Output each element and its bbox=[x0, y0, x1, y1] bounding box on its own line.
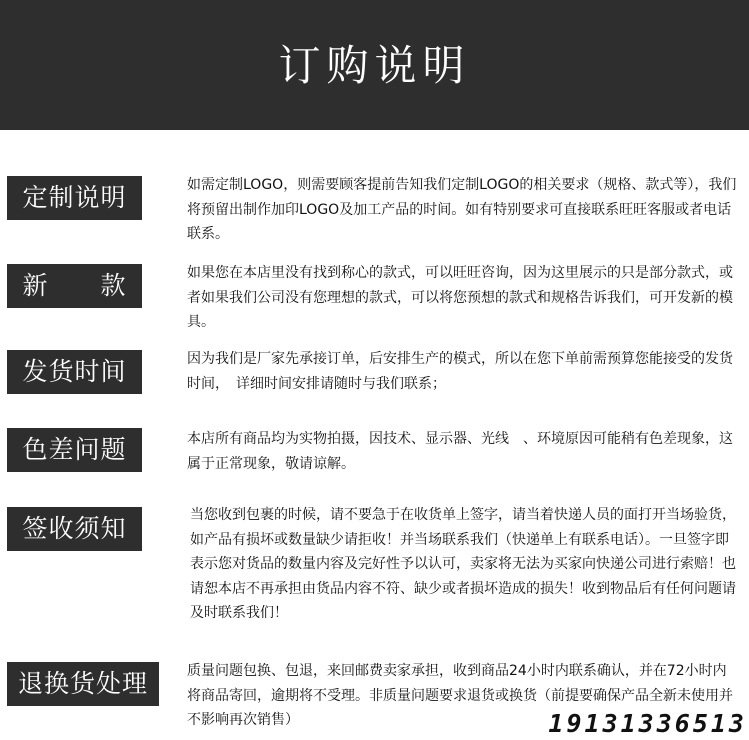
section-label: 签收须知 bbox=[7, 507, 142, 551]
section-text: 如果您在本店里没有找到称心的款式，可以旺旺咨询，因为这里展示的只是部分款式，或者如果我们公司没有您理想的款式，可以将您预想的款式和规格告诉我们，可开发新的模具。 bbox=[187, 265, 733, 330]
section-label: 退换货处理 bbox=[7, 662, 159, 706]
phone-watermark: 19131336513 bbox=[548, 709, 747, 738]
section-label: 发货时间 bbox=[7, 350, 142, 394]
section-text: 如需定制LOGO，则需要顾客提前告知我们定制LOGO的相关要求（规格、款式等），我们将预留出制作加印LOGO及加工产品的时间。如有特别要求可直接联系旺旺客服或者电话联系。 bbox=[187, 177, 737, 242]
section-text: 质量问题包换、包退，来回邮费卖家承担，收到商品24小时内联系确认，并在72小时内将商品寄回，逾期将不受理。非质量问题要求退货或换货（前提要确保产品全新未使用并不影响再次销售） bbox=[187, 663, 733, 728]
section-text: 当您收到包裹的时候，请不要急于在收货单上签字，请当着快递人员的面打开当场验货，如产品有损坏或数量缺少请拒收！并当场联系我们（快递单上有联系电话）。一旦签字即表示您对货品的数量内容及完好性予以认可，卖家将无法为买家向快递公司进行索赔！也请恕本店不再承担由货品内容不符、缺少或者损坏造成的损失！收到物品后有任何问题请及时联系我们！ bbox=[190, 507, 736, 621]
section-label: 新 款 bbox=[7, 264, 142, 308]
section-text: 本店所有商品均为实物拍摄，因技术、显示器、光线 、环境原因可能稍有色差现象，这属于正常现象，敬请谅解。 bbox=[187, 431, 733, 472]
section-text: 因为我们是厂家先承接订单，后安排生产的模式，所以在您下单前需预算您能接受的发货时间， 详细时间安排请随时与我们联系； bbox=[187, 351, 733, 392]
section-label: 色差问题 bbox=[7, 428, 142, 472]
header-banner bbox=[0, 0, 749, 130]
page-title: 订购说明 bbox=[278, 41, 471, 90]
section-label: 定制说明 bbox=[7, 176, 142, 220]
